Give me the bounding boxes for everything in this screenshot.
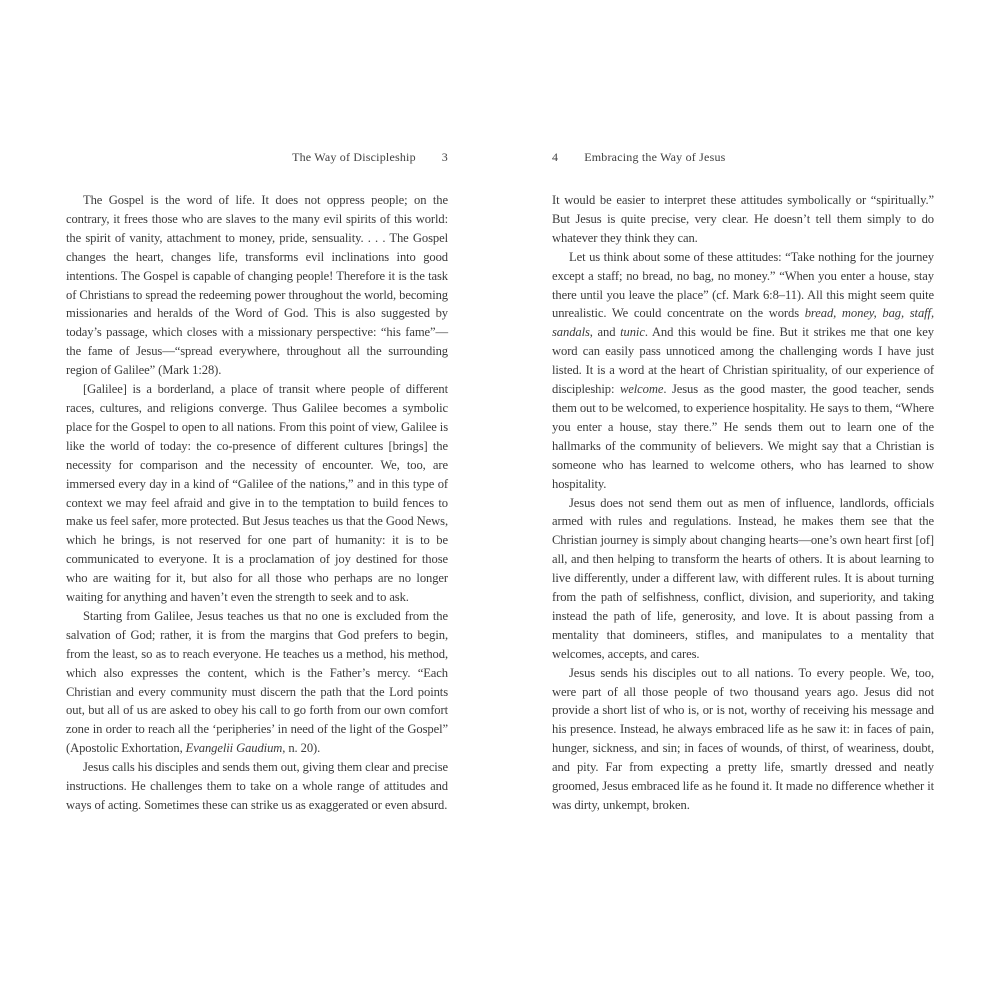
paragraph: Jesus calls his disciples and sends them out, giving them clear and precise instructions. He challenges them to take on a whole range of attitudes and ways of acting. Sometimes these can strike us as exaggerated or even absurd. (66, 760, 448, 812)
left-page-text (66, 191, 448, 815)
left-page (66, 150, 448, 815)
paragraph: Starting from Galilee, Jesus teaches us that no one is excluded from the salvation of God; rather, it is from the margins that God prefers to begin, from the least, so as to reach everyone. He teaches us a method, his method, which also expresses the content, which is the Father’s mercy. “Each Christian and every community must discern the path that the Lord points out, but all of us are asked to obey his call to go forth from our own comfort zone in order to reach all the ‘peripheries’ in need of the light of the Gospel” (Apostolic Exhortation, Evangelii Gaudium, n. 20). (66, 608, 448, 756)
paragraph: It would be easier to interpret these attitudes symbolically or “spiritually.” But Jesus is quite precise, very clear. He doesn’t tell them simply to do whatever they think they can. (552, 193, 934, 245)
paragraph: [Galilee] is a borderland, a place of transit where people of different races, cultures, and religions converge. Thus Galilee becomes a symbolic place for the Gospel to open to all nations. From this point of view, Galilee is like the world of today: the co-presence of different cultures [brings] the necessity for comparison and the necessity of encounter. We, too, are immersed every day in a kind of “Galilee of the nations,” and in this type of context we may feel afraid and give in to the temptation to build fences to make us feel safer, more protected. But Jesus teaches us that the Good News, which he brings, is not reserved for one part of humanity: it is to be communicated to everyone. It is a proclamation of joy destined for those who are waiting for it, but also for all those who perhaps are no longer waiting for anything and haven’t even the strength to seek and to ask. (66, 382, 448, 605)
right-page (552, 150, 934, 815)
page-number-left: 3 (441, 150, 448, 164)
paragraph: The Gospel is the word of life. It does not oppress people; on the contrary, it frees those who are slaves to the many evil spirits of this world: the spirit of vanity, attachment to money, pride, sensuality. . . . The Gospel changes the heart, changes life, transforms evil inclinations into good intentions. The Gospel is capable of changing people! Therefore it is the task of Christians to spread the redeeming power throughout the world, becoming missionaries and heralds of the Word of God. This is also suggested by today’s passage, which closes with a missionary perspective: “his fame”—the fame of Jesus—“spread everywhere, throughout all the surrounding region of Galilee” (Mark 1:28). (66, 193, 448, 378)
running-head-title-left: The Way of Discipleship (292, 150, 416, 164)
paragraph: Jesus sends his disciples out to all nations. To every people. We, too, were part of all those people of two thousand years ago. Jesus did not provide a short list of who is, or is not, worthy of receiving his message and his presence. Instead, he always embraced life as he saw it: in faces of pain, hunger, sickness, and sin; in faces of wounds, of thirst, of weariness, doubt, and pity. Far from expecting a pretty life, smartly dressed and neatly groomed, Jesus embraced life as he found it. It made no difference whether it was dirty, unkempt, broken. (552, 665, 934, 812)
running-head-left (66, 150, 448, 165)
running-head-title-right: Embracing the Way of Jesus (584, 150, 726, 164)
right-page-text (552, 191, 934, 815)
running-head-right (552, 150, 934, 165)
paragraph: Let us think about some of these attitudes: “Take nothing for the journey except a staff; no bread, no bag, no money.” “When you enter a house, stay there until you leave the place” (cf. Mark 6:8–11). All this might seem quite unrealistic. We could concentrate on the words bread, money, bag, staff, sandals, and tunic. And this would be fine. But it strikes me that one key word can easily pass unnoticed among the challenging words I have just listed. It is a word at the heart of Christian spirituality, of our experience of discipleship: welcome. Jesus as the good master, the good teacher, sends them out to be welcomed, to experience hospitality. He says to them, “Where you enter a house, stay there.” He sends them out to learn one of the hallmarks of the community of believers. We might say that a Christian is someone who has learned to welcome others, who has learned to show hospitality. (552, 249, 934, 491)
page-number-right: 4 (552, 150, 559, 164)
paragraph: Jesus does not send them out as men of influence, landlords, officials armed with rules and regulations. Instead, he makes them see that the Christian journey is simply about changing hearts—one’s own heart first [of] all, and then helping to transform the hearts of others. It is about learning to live differently, under a different law, with different rules. It is about turning from the path of selfishness, conflict, division, and superiority, and taking instead the path of life, generosity, and love. It is about passing from a mentality that domineers, stifles, and manipulates to a mentality that welcomes, accepts, and cares. (552, 495, 934, 661)
